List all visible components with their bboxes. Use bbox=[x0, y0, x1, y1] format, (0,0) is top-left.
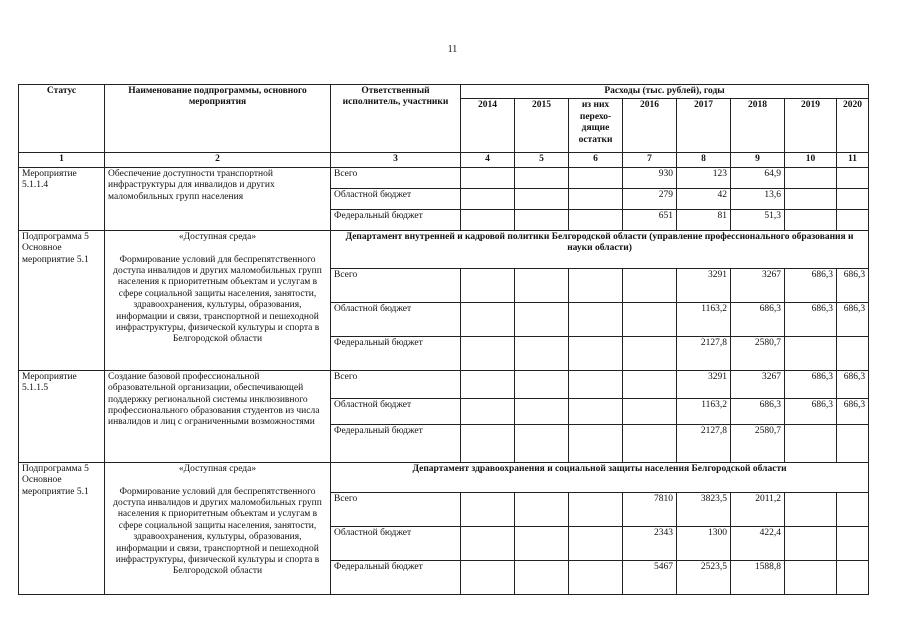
value-cell bbox=[569, 398, 623, 424]
value-cell bbox=[569, 209, 623, 230]
value-cell bbox=[461, 209, 515, 230]
department-heading: Департамент внутренней и кадровой политики Белгородской области (управление профессионального образования и науки области) bbox=[331, 230, 869, 268]
value-cell: 3267 bbox=[731, 268, 785, 302]
value-cell: 279 bbox=[623, 188, 677, 209]
value-cell: 651 bbox=[623, 209, 677, 230]
value-cell: 5467 bbox=[623, 560, 677, 594]
status-cell: Подпрограмма 5 Основное мероприятие 5.1 bbox=[19, 462, 105, 594]
value-cell bbox=[515, 526, 569, 560]
value-cell bbox=[569, 526, 623, 560]
value-cell: 686,3 bbox=[731, 302, 785, 336]
index-cell: 1 bbox=[19, 153, 105, 167]
value-cell bbox=[569, 188, 623, 209]
header-expenses: Расходы (тыс. рублей), годы bbox=[461, 85, 869, 99]
value-cell bbox=[785, 336, 837, 370]
value-cell bbox=[785, 209, 837, 230]
header-year: 2018 bbox=[731, 99, 785, 153]
value-cell bbox=[461, 268, 515, 302]
name-cell: «Доступная среда» Формирование условий для беспрепятственного доступа инвалидов и других маломобильных групп населения к приоритетным объектам и услугам в сфере социальной защиты населения, занятости, здравоохранения, культуры, образования, информации и связи, транспортной и пешеходной инфраструктуры, физической культуры и спорта в Белгородской области bbox=[105, 230, 331, 370]
value-cell bbox=[785, 526, 837, 560]
table-row bbox=[19, 370, 869, 398]
value-cell bbox=[515, 398, 569, 424]
status-cell: Мероприятие 5.1.1.4 bbox=[19, 167, 105, 230]
fund-cell: Федеральный бюджет bbox=[331, 424, 461, 462]
value-cell bbox=[837, 560, 869, 594]
header-year: 2014 bbox=[461, 99, 515, 153]
fund-cell: Всего bbox=[331, 492, 461, 526]
value-cell bbox=[623, 268, 677, 302]
value-cell: 686,3 bbox=[837, 398, 869, 424]
index-row bbox=[19, 153, 869, 167]
value-cell bbox=[623, 424, 677, 462]
value-cell: 686,3 bbox=[837, 370, 869, 398]
fund-cell: Всего bbox=[331, 370, 461, 398]
value-cell bbox=[515, 188, 569, 209]
value-cell bbox=[569, 492, 623, 526]
value-cell bbox=[461, 336, 515, 370]
value-cell: 51,3 bbox=[731, 209, 785, 230]
value-cell bbox=[515, 492, 569, 526]
fund-cell: Областной бюджет bbox=[331, 526, 461, 560]
value-cell: 123 bbox=[677, 167, 731, 188]
value-cell bbox=[461, 526, 515, 560]
value-cell bbox=[785, 167, 837, 188]
value-cell bbox=[461, 492, 515, 526]
fund-cell: Областной бюджет bbox=[331, 302, 461, 336]
fund-cell: Федеральный бюджет bbox=[331, 560, 461, 594]
value-cell: 7810 bbox=[623, 492, 677, 526]
value-cell bbox=[515, 336, 569, 370]
value-cell bbox=[461, 302, 515, 336]
header-responsible: Ответственный исполнитель, участники bbox=[331, 85, 461, 153]
value-cell: 3291 bbox=[677, 268, 731, 302]
value-cell: 2011,2 bbox=[731, 492, 785, 526]
value-cell: 1163,2 bbox=[677, 398, 731, 424]
fund-cell: Всего bbox=[331, 167, 461, 188]
department-row bbox=[19, 462, 869, 492]
header-year: 2015 bbox=[515, 99, 569, 153]
value-cell bbox=[515, 209, 569, 230]
header-year: 2017 bbox=[677, 99, 731, 153]
value-cell: 13,6 bbox=[731, 188, 785, 209]
index-cell: 2 bbox=[105, 153, 331, 167]
department-row bbox=[19, 230, 869, 268]
fund-cell: Федеральный бюджет bbox=[331, 336, 461, 370]
index-cell: 8 bbox=[677, 153, 731, 167]
table-row bbox=[19, 167, 869, 188]
index-cell: 4 bbox=[461, 153, 515, 167]
name-cell: «Доступная среда» Формирование условий для беспрепятственного доступа инвалидов и других маломобильных групп населения к приоритетным объектам и услугам в сфере социальной защиты населения, занятости, здравоохранения, культуры, образования, информации и связи, транспортной и пешеходной инфраструктуры, физической культуры и спорта в Белгородской области bbox=[105, 462, 331, 594]
fund-cell: Федеральный бюджет bbox=[331, 209, 461, 230]
index-cell: 6 bbox=[569, 153, 623, 167]
header-name: Наименование подпрограммы, основного мероприятия bbox=[105, 85, 331, 153]
status-cell: Мероприятие 5.1.1.5 bbox=[19, 370, 105, 462]
value-cell: 930 bbox=[623, 167, 677, 188]
value-cell: 686,3 bbox=[785, 302, 837, 336]
value-cell bbox=[837, 188, 869, 209]
name-cell: Обеспечение доступности транспортной инфраструктуры для инвалидов и других маломобильных групп населения bbox=[105, 167, 331, 230]
value-cell: 686,3 bbox=[837, 302, 869, 336]
value-cell bbox=[569, 370, 623, 398]
header-year: 2020 bbox=[837, 99, 869, 153]
budget-table bbox=[18, 84, 869, 595]
value-cell: 2127,8 bbox=[677, 424, 731, 462]
value-cell: 64,9 bbox=[731, 167, 785, 188]
value-cell bbox=[569, 336, 623, 370]
value-cell bbox=[569, 268, 623, 302]
value-cell bbox=[623, 398, 677, 424]
value-cell bbox=[837, 526, 869, 560]
value-cell bbox=[461, 167, 515, 188]
value-cell bbox=[515, 424, 569, 462]
header-row bbox=[19, 85, 869, 99]
value-cell bbox=[515, 370, 569, 398]
value-cell bbox=[837, 492, 869, 526]
value-cell: 2580,7 bbox=[731, 336, 785, 370]
value-cell: 686,3 bbox=[785, 398, 837, 424]
value-cell bbox=[461, 560, 515, 594]
value-cell: 2343 bbox=[623, 526, 677, 560]
value-cell bbox=[569, 560, 623, 594]
value-cell bbox=[623, 336, 677, 370]
value-cell bbox=[837, 167, 869, 188]
header-year: из них перехо-дящие остатки bbox=[569, 99, 623, 153]
department-heading: Департамент здравоохранения и социальной защиты населения Белгородской области bbox=[331, 462, 869, 492]
value-cell bbox=[515, 268, 569, 302]
value-cell: 1588,8 bbox=[731, 560, 785, 594]
value-cell bbox=[515, 302, 569, 336]
value-cell: 2127,8 bbox=[677, 336, 731, 370]
value-cell bbox=[785, 188, 837, 209]
value-cell bbox=[515, 167, 569, 188]
value-cell bbox=[461, 424, 515, 462]
value-cell bbox=[623, 302, 677, 336]
index-cell: 11 bbox=[837, 153, 869, 167]
fund-cell: Областной бюджет bbox=[331, 188, 461, 209]
value-cell: 42 bbox=[677, 188, 731, 209]
value-cell bbox=[569, 302, 623, 336]
value-cell: 1300 bbox=[677, 526, 731, 560]
header-status: Статус bbox=[19, 85, 105, 153]
fund-cell: Областной бюджет bbox=[331, 398, 461, 424]
value-cell bbox=[837, 209, 869, 230]
value-cell: 686,3 bbox=[785, 268, 837, 302]
index-cell: 3 bbox=[331, 153, 461, 167]
value-cell: 1163,2 bbox=[677, 302, 731, 336]
value-cell bbox=[785, 560, 837, 594]
fund-cell: Всего bbox=[331, 268, 461, 302]
page-number: 11 bbox=[447, 44, 458, 55]
value-cell: 2580,7 bbox=[731, 424, 785, 462]
header-year: 2016 bbox=[623, 99, 677, 153]
value-cell bbox=[785, 424, 837, 462]
value-cell: 686,3 bbox=[785, 370, 837, 398]
value-cell: 3291 bbox=[677, 370, 731, 398]
value-cell: 686,3 bbox=[837, 268, 869, 302]
value-cell bbox=[785, 492, 837, 526]
value-cell bbox=[461, 398, 515, 424]
value-cell bbox=[515, 560, 569, 594]
value-cell: 686,3 bbox=[731, 398, 785, 424]
name-cell: Создание базовой профессиональной образовательной организации, обеспечивающей поддержку региональной системы инклюзивного профессионального образования студентов из числа инвалидов и лиц с ограниченными возможностями bbox=[105, 370, 331, 462]
index-cell: 5 bbox=[515, 153, 569, 167]
value-cell: 2523,5 bbox=[677, 560, 731, 594]
value-cell bbox=[461, 188, 515, 209]
value-cell bbox=[461, 370, 515, 398]
index-cell: 7 bbox=[623, 153, 677, 167]
value-cell bbox=[569, 424, 623, 462]
index-cell: 10 bbox=[785, 153, 837, 167]
status-cell: Подпрограмма 5 Основное мероприятие 5.1 bbox=[19, 230, 105, 370]
index-cell: 9 bbox=[731, 153, 785, 167]
header-year: 2019 bbox=[785, 99, 837, 153]
value-cell: 3267 bbox=[731, 370, 785, 398]
value-cell: 3823,5 bbox=[677, 492, 731, 526]
value-cell: 81 bbox=[677, 209, 731, 230]
value-cell bbox=[623, 370, 677, 398]
value-cell: 422,4 bbox=[731, 526, 785, 560]
value-cell bbox=[837, 424, 869, 462]
value-cell bbox=[569, 167, 623, 188]
value-cell bbox=[837, 336, 869, 370]
